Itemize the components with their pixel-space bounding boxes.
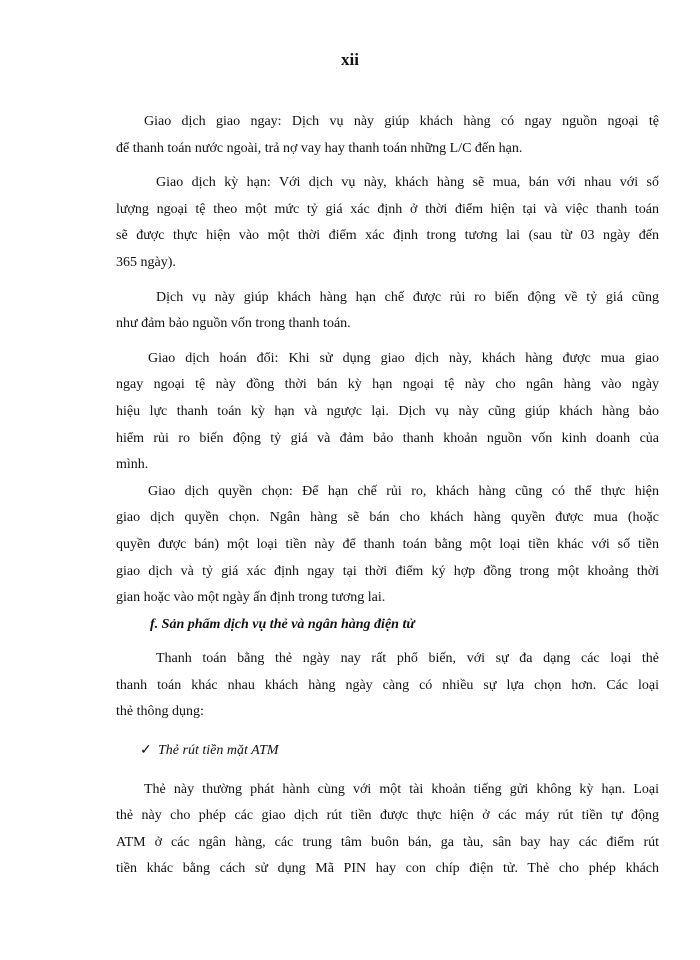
text-line: ATM ở các ngân hàng, các trung tâm buôn bán, ga tàu, sân bay hay các điểm rút <box>116 834 659 850</box>
check-mark-icon: ✓ <box>140 743 152 759</box>
text-line: Giao dịch kỳ hạn: Với dịch vụ này, khách hàng sẽ mua, bán với nhau với số <box>156 175 659 191</box>
text-line: giao dịch quyền chọn. Ngân hàng sẽ bán cho khách hàng quyền được mua (hoặc <box>116 510 659 526</box>
paragraph-swap-transaction <box>116 346 659 479</box>
text-line: mình. <box>116 457 149 473</box>
paragraph-atm-card <box>116 777 659 883</box>
paragraph-spot-transaction <box>116 109 659 162</box>
text-line: ngay ngoại tệ này đồng thời bán kỳ hạn ngoại tệ này cho ngân hàng vào ngày <box>116 377 659 393</box>
text-line: Thẻ này thường phát hành cùng với một tài khoản tiếng gửi không kỳ hạn. Loại <box>144 781 659 797</box>
text-line: thẻ thông dụng: <box>116 704 204 720</box>
text-line: như đảm bảo nguồn vốn trong thanh toán. <box>116 316 351 332</box>
section-heading: f. Sản phẩm dịch vụ thẻ và ngân hàng điện tử <box>150 616 415 632</box>
text-line: Dịch vụ này giúp khách hàng hạn chế được rủi ro biến động về tỷ giá cũng <box>156 289 659 305</box>
text-line: Thanh toán bằng thẻ ngày nay rất phổ biến, với sự đa dạng các loại thẻ <box>156 651 659 667</box>
text-line: Giao dịch giao ngay: Dịch vụ này giúp khách hàng có ngay nguồn ngoại tệ <box>144 114 659 129</box>
paragraph-card-payment <box>116 646 659 726</box>
text-line: tiền khác bằng cách sử dụng Mã PIN hay con chíp điện tử. Thẻ cho phép khách <box>116 861 659 877</box>
text-line: lượng ngoại tệ theo một mức tỷ giá xác định ở thời điểm hiện tại và việc thanh toán <box>116 201 659 217</box>
bullet-label: Thẻ rút tiền mặt ATM <box>158 743 279 759</box>
text-line: hiệu lực thanh toán kỳ hạn và ngược lại. Dịch vụ này cũng giúp khách hàng bảo <box>116 403 659 419</box>
text-line: giao dịch và tỷ giá xác định ngay tại thời điểm ký hợp đồng trong một khoảng thời <box>116 563 659 579</box>
paragraph-forward-transaction <box>116 170 659 276</box>
text-line: Giao dịch quyền chọn: Để hạn chế rủi ro, khách hàng cũng có thể thực hiện <box>148 483 659 499</box>
page-number: xii <box>341 50 359 69</box>
text-line: thanh toán khác nhau khách hàng ngày càng có nhiều sự lựa chọn hơn. Các loại <box>116 677 659 693</box>
paragraph-risk-hedging <box>116 285 659 338</box>
text-line: quyền được bán) một loại tiền này để thanh toán bằng một loại tiền khác với số tiền <box>116 536 659 552</box>
bullet-heading-atm-card <box>116 738 659 765</box>
text-line: thẻ này cho phép các giao dịch rút tiền được thực hiện ở các máy rút tiền tự động <box>116 808 659 824</box>
text-line: 365 ngày). <box>116 254 176 270</box>
text-line: hiểm rủi ro biến động tỷ giá và đảm bảo thanh khoản nguồn vốn kinh doanh của <box>116 430 659 446</box>
text-line: sẽ được thực hiện vào một thời điểm xác định trong tương lai (sau từ 03 ngày đến <box>116 228 659 244</box>
page-body <box>116 109 659 883</box>
text-line: gian hoặc vào một ngày ấn định trong tương lai. <box>116 590 386 606</box>
text-line: để thanh toán nước ngoài, trả nợ vay hay thanh toán những L/C đến hạn. <box>116 140 523 156</box>
paragraph-option-transaction <box>116 479 659 612</box>
text-line: Giao dịch hoán đổi: Khi sử dụng giao dịch này, khách hàng được mua giao <box>148 350 659 366</box>
